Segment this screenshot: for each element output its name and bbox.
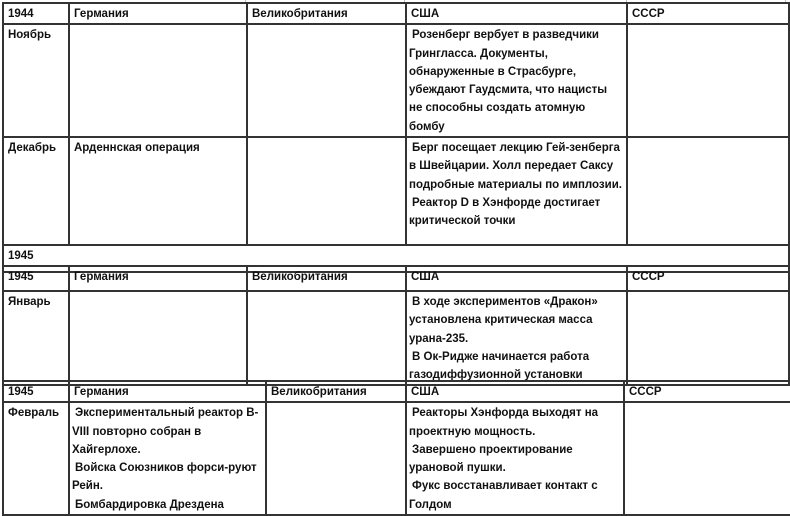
timeline-table-1944 — [2, 2, 790, 273]
column-header-usa: США — [406, 266, 627, 291]
event-text: В ходе экспериментов «Дракон» установлена критическая масса урана-235. — [409, 296, 598, 345]
column-header-britain: Великобритания — [247, 3, 406, 24]
table-row-november — [3, 24, 789, 137]
table-row-january — [3, 291, 789, 385]
event-text: Реакторы Хэнфорда выходят на проектную мощность. — [409, 407, 599, 438]
header-row — [3, 266, 789, 291]
event-text: Берг посещает лекцию Гей-зенберга в Швейцарии. Холл передает Саксу подробные материалы по имплозии. — [409, 142, 622, 191]
column-header-ussr: СССР — [627, 266, 789, 291]
column-header-usa: США — [406, 381, 624, 402]
month-label: Февраль — [3, 402, 69, 515]
column-header-britain: Великобритания — [247, 266, 406, 291]
event-text: Бомбардировка Дрездена — [75, 498, 224, 511]
event-text: Фукс восстанавливает контакт с Голдом — [409, 480, 598, 511]
cell-britain — [247, 24, 406, 137]
year-header: 1945 — [3, 266, 69, 291]
year-header: 1945 — [3, 381, 69, 402]
cell-britain — [266, 402, 406, 515]
event-text: Реактор D в Хэнфорде достигает критической точки — [409, 196, 601, 228]
year-separator: 1945 — [3, 245, 789, 272]
cell-britain — [247, 137, 406, 245]
cell-germany — [69, 402, 266, 515]
column-header-ussr: СССР — [624, 381, 790, 402]
month-label: Январь — [3, 291, 69, 385]
event-text: Завершено проектирование урановой пушки. — [409, 443, 573, 475]
cell-ussr — [627, 137, 789, 245]
cell-ussr — [627, 291, 789, 385]
cell-usa — [406, 24, 627, 137]
cell-germany — [69, 291, 247, 385]
cell-germany — [69, 24, 247, 137]
timeline-table-1945-february — [2, 380, 790, 516]
column-header-germany: Германия — [69, 266, 247, 291]
cell-germany — [69, 137, 247, 245]
event-text: Розенберг вербует в разведчики Грингласса. Документы, обнаруженные в Страсбурге, убеждают Гаудсмита, что нацисты не способны создать атомную бомбу — [409, 29, 608, 133]
event-text: В Ок-Ридже начинается работа газодиффузионной установки — [409, 350, 590, 382]
table-row-february — [3, 402, 790, 515]
cell-ussr — [624, 402, 790, 515]
cell-britain — [247, 291, 406, 385]
cell-usa — [406, 291, 627, 385]
timeline-table-1945-january — [2, 265, 790, 386]
event-text: Арденнская операция — [74, 142, 200, 155]
month-label: Ноябрь — [3, 24, 69, 137]
column-header-germany: Германия — [69, 3, 247, 24]
cell-usa — [406, 402, 624, 515]
event-text: Войска Союзников форси-руют Рейн. — [72, 462, 257, 493]
header-row — [3, 3, 789, 24]
header-row — [3, 381, 790, 402]
column-header-germany: Германия — [69, 381, 266, 402]
table-row-december — [3, 137, 789, 245]
month-label: Декабрь — [3, 137, 69, 245]
column-header-ussr: СССР — [627, 3, 789, 24]
year-header: 1944 — [3, 3, 69, 24]
event-text: Экспериментальный реактор B-VIII повторно собран в Хайгерлохе. — [72, 407, 259, 456]
column-header-britain: Великобритания — [266, 381, 406, 402]
column-header-usa: США — [406, 3, 627, 24]
cell-usa — [406, 137, 627, 245]
cell-ussr — [627, 24, 789, 137]
